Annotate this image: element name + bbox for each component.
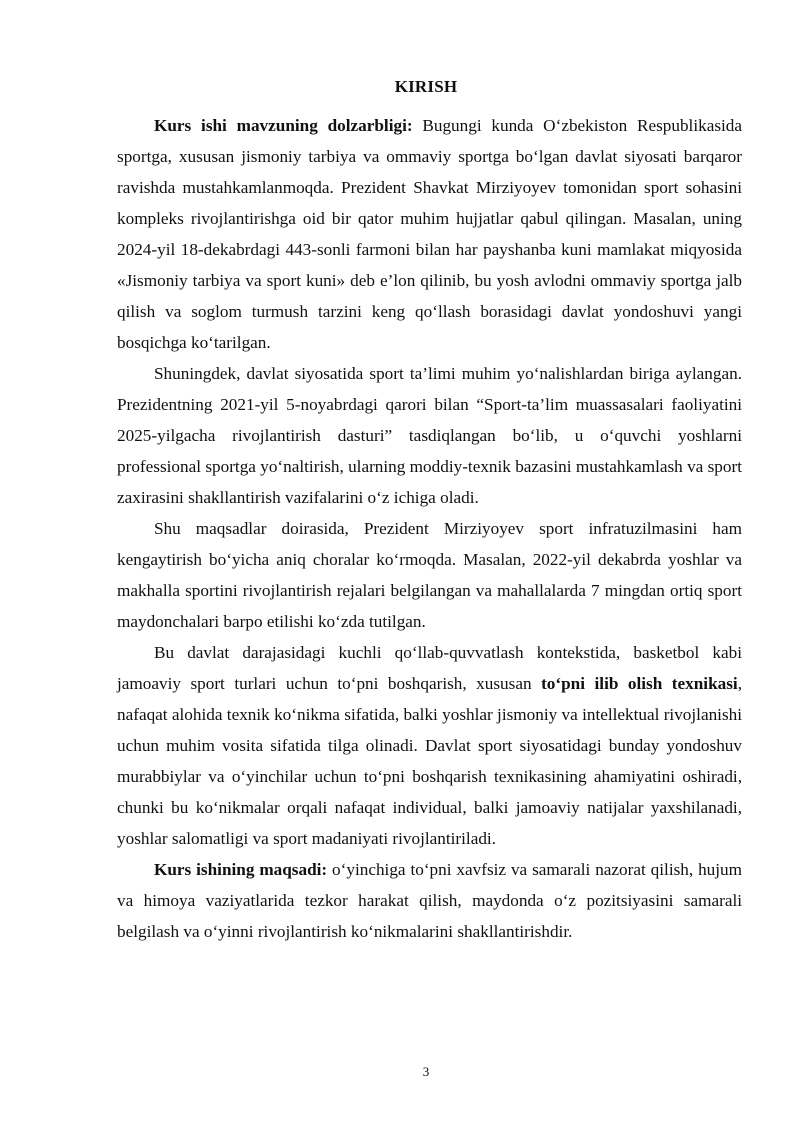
paragraph-ball-control bbox=[117, 637, 742, 854]
paragraph-infrastructure: Shu maqsadlar doirasida, Prezident Mirziyoyev sport infratuzilmasini ham kengaytirish bo‘yicha aniq choralar ko‘rmoqda. Masalan, 2022-yil dekabrda yoshlar va makhalla sportini rivojlantirish rejalari belgilangan va mahallalarda 7 mingdan ortiq sport maydonchalari barpo etilishi ko‘zda tutilgan. bbox=[117, 519, 742, 631]
paragraph-text: o‘yinchiga to‘pni xavfsiz va samarali nazorat qilish, hujum va himoya vaziyatlarida tezkor harakat qilish, maydonda o‘z pozitsiyasini samarali belgilash va o‘yinni rivojlantirish ko‘nikmalarini shakllantirishdir. bbox=[117, 860, 743, 941]
paragraph-text: , nafaqat alohida texnik ko‘nikma sifatida, balki yoshlar jismoniy va intellektual rivojlanishi uchun muhim vosita sifatida tilga olinadi. Davlat sport siyosatidagi bunday yondoshuv murabbiylar va o‘yinchilar uchun to‘pni boshqarish texnikasining ahamiyatini oshiradi, chunki bu ko‘nikmalar orqali nafaqat individual, balki jamoaviy natijalar yaxshilanadi, yoshlar salomatligi va sport madaniyati rivojlantiriladi. bbox=[117, 674, 742, 848]
paragraph-lead: Kurs ishi mavzuning dolzarbligi: bbox=[154, 116, 413, 135]
body-text bbox=[117, 110, 742, 947]
page-title: KIRISH bbox=[394, 77, 458, 96]
paragraph-sport-education: Shuningdek, davlat siyosatida sport ta’limi muhim yo‘nalishlardan biriga aylangan. Prezidentning 2021-yil 5-noyabrdagi qarori bilan “Sport-ta’lim muassasalari faoliyatini 2025-yilgacha rivojlantirish dasturi” tasdiqlangan bo‘lib, u o‘quvchi yoshlarni professional sportga yo‘naltirish, ularning moddiy-texnik bazasini mustahkamlash va sport zaxirasini shakllantirish vazifalarini o‘z ichiga oladi. bbox=[117, 364, 742, 507]
paragraph-text: Bu davlat darajasidagi kuchli qo‘llab-quvvatlash kontekstida, basketbol kabi jamoaviy sport turlari uchun to‘pni boshqarish, xususan bbox=[117, 643, 742, 693]
paragraph-goal bbox=[117, 854, 742, 947]
page-number: 3 bbox=[422, 1064, 430, 1079]
paragraph-relevance bbox=[117, 110, 742, 358]
paragraph-text: Bugungi kunda O‘zbekiston Respublikasida sportga, xususan jismoniy tarbiya va ommaviy sportga bo‘lgan davlat siyosati barqaror ravishda mustahkamlanmoqda. Prezident Shavkat Mirziyoyev tomonidan sport sohasini kompleks rivojlantirishga oid bir qator muhim hujjatlar qabul qilingan. Masalan, uning 2024-yil 18-dekabrdagi 443-sonli farmoni bilan har payshanba kuni mamlakat miqyosida «Jismoniy tarbiya va sport kuni» deb e’lon qilinib, bu yosh avlodni ommaviy sportga jalb qilish va soglom turmush tarzini keng qo‘llash borasidagi davlat yondoshuvi yangi bosqichga ko‘tarilgan. bbox=[117, 116, 743, 352]
paragraph-lead: Kurs ishining maqsadi: bbox=[154, 860, 328, 879]
emphasis-term: to‘pni ilib olish texnikasi bbox=[541, 674, 738, 693]
